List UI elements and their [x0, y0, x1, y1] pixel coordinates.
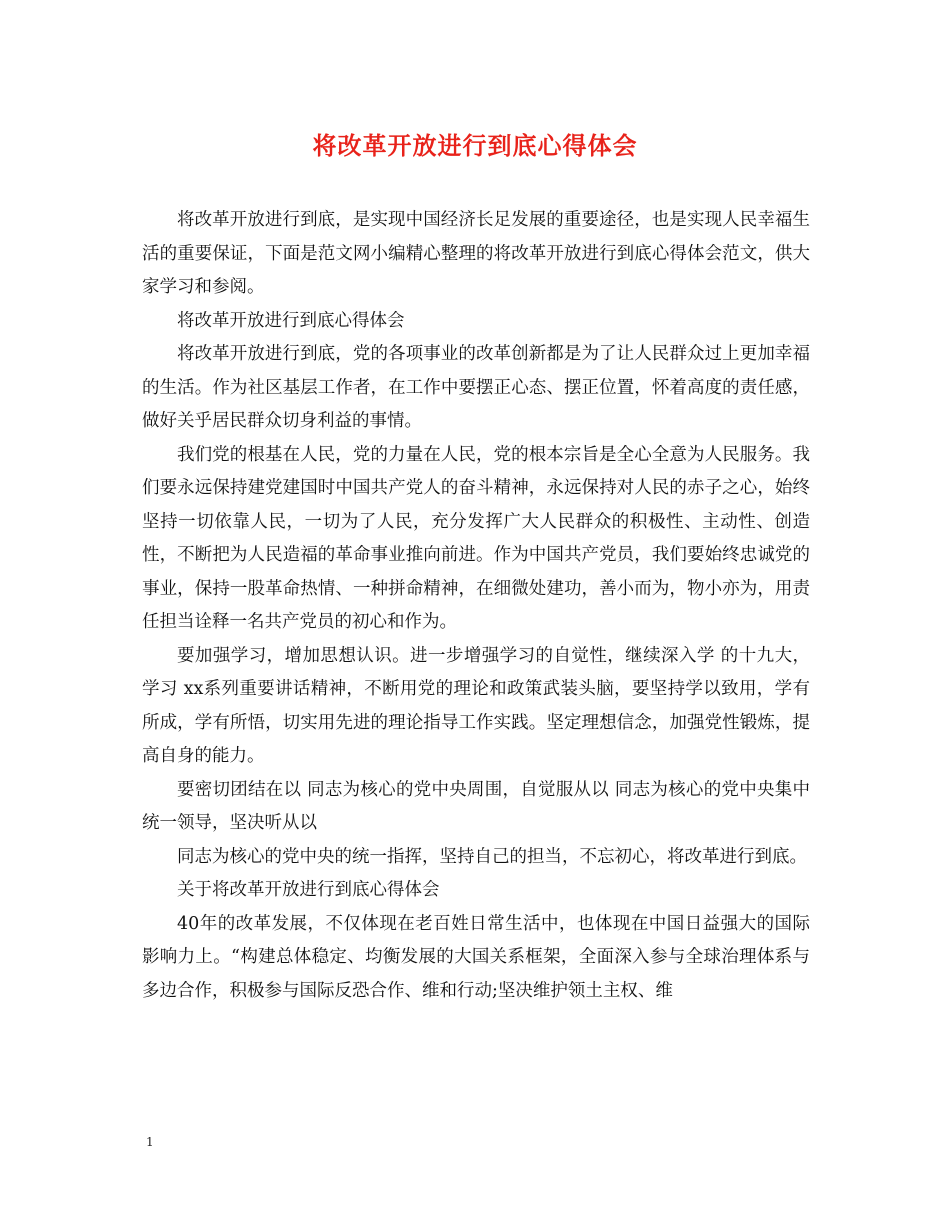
paragraph: 要加强学习，增加思想认识。进一步增强学习的自觉性，继续深入学 的十九大，学习 xx系列重要讲话精神，不断用党的理论和政策武装头脑，要坚持学以致用，学有所成，学有所悟，切实用先进的理论指导工作实践。坚定理想信念，加强党性锻炼，提高自身的能力。 — [142, 645, 810, 766]
document-body — [142, 204, 810, 1008]
paragraph: 将改革开放进行到底，党的各项事业的改革创新都是为了让人民群众过上更加幸福的生活。作为社区基层工作者，在工作中要摆正心态、摆正位置，怀着高度的责任感，做好关乎居民群众切身利益的事情。 — [142, 344, 810, 431]
paragraph: 40年的改革发展，不仅体现在老百姓日常生活中，也体现在中国日益强大的国际影响力上。“构建总体稳定、均衡发展的大国关系框架，全面深入参与全球治理体系与多边合作，积极参与国际反恐合作、维和行动;坚决维护领土主权、维 — [142, 913, 810, 1001]
paragraph-subheading-2: 关于将改革开放进行到底心得体会 — [177, 880, 440, 900]
paragraph: 要密切团结在以 同志为核心的党中央周围，自觉服从以 同志为核心的党中央集中统一领导，坚决听从以 — [142, 779, 810, 833]
paragraph: 我们党的根基在人民，党的力量在人民，党的根本宗旨是全心全意为人民服务。我们要永远保持建党建国时中国共产党人的奋斗精神，永远保持对人民的赤子之心，始终坚持一切依靠人民，一切为了人民，充分发挥广大人民群众的积极性、主动性、创造性，不断把为人民造福的革命事业推向前进。作为中国共产党员，我们要始终忠诚党的事业，保持一股革命热情、一种拼命精神，在细微处建功，善小而为，物小亦为，用责任担当诠释一名共产党员的初心和作为。 — [142, 444, 810, 632]
paragraph-subheading-1: 将改革开放进行到底心得体会 — [177, 310, 405, 331]
document-title: 将改革开放进行到底心得体会 — [312, 131, 638, 160]
paragraph: 同志为核心的党中央的统一指挥，坚持自己的担当，不忘初心，将改革进行到底。 — [177, 846, 807, 867]
paragraph-intro: 将改革开放进行到底，是实现中国经济长足发展的重要途径，也是实现人民幸福生活的重要保证，下面是范文网小编精心整理的将改革开放进行到底心得体会范文，供大家学习和参阅。 — [142, 210, 810, 297]
page-number: 1 — [146, 1135, 154, 1149]
